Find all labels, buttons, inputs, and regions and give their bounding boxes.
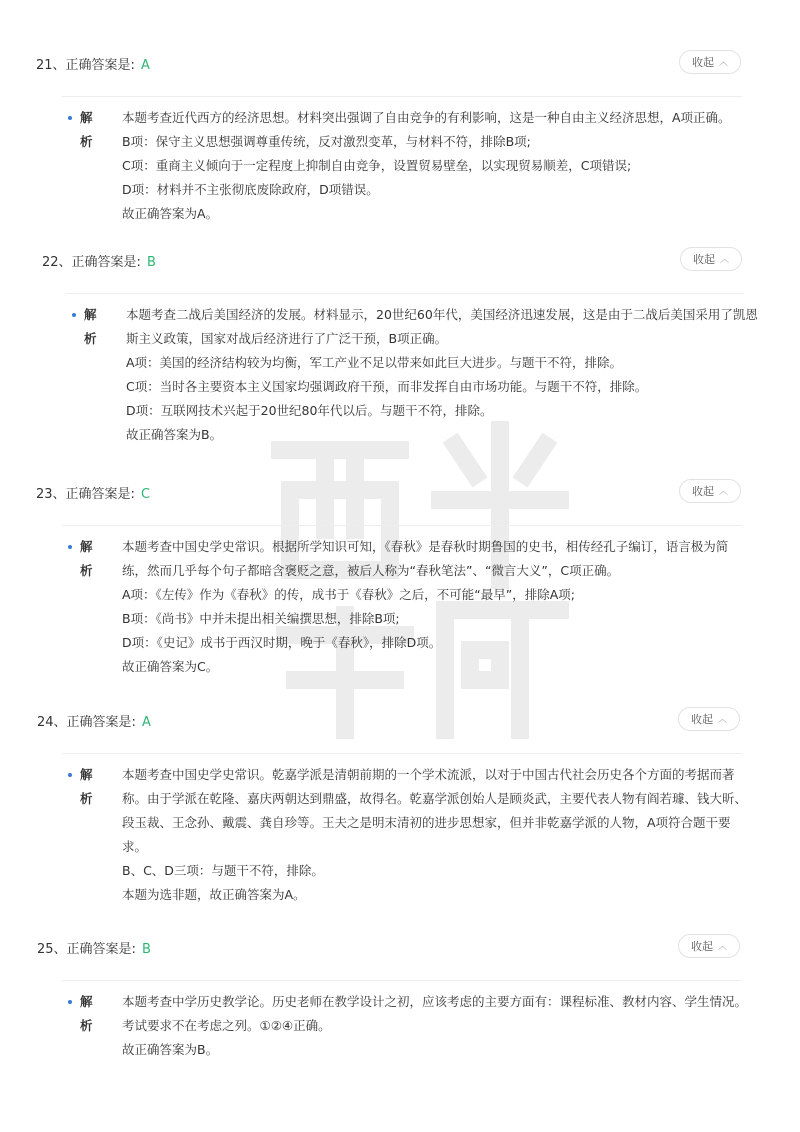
divider (62, 525, 742, 526)
collapse-button[interactable]: 收起 ︿ (680, 247, 742, 271)
chevron-up-icon: ︿ (718, 57, 728, 68)
divider (66, 293, 744, 294)
correct-answer: C (140, 487, 151, 502)
bullet-icon (68, 116, 72, 120)
divider (62, 753, 742, 754)
analysis-body: 本题考查中学历史教学论。历史老师在教学设计之初，应该考虑的主要方面有：课程标准、教材内容、学生情况。 考试要求不在考虑之列。①②④正确。 故正确答案为B。 (122, 994, 748, 1057)
collapse-button[interactable]: 收起 ︿ (679, 479, 741, 503)
bullet-icon (68, 773, 72, 777)
question-number: 25、正确答案是: B (37, 942, 151, 957)
analysis-body: 本题考查近代西方的经济思想。材料突出强调了自由竞争的有利影响，这是一种自由主义经济思想，A项正确。 B项：保守主义思想强调尊重传统，反对激烈变革，与材料不符，排除B项; C项：重商主义倾向于一定程度上抑制自由竞争，设置贸易壁垒，以实现贸易顺差，C项错误; D项：材料并不主张彻底废除政府，D项错误。 故正确答案为A。 (122, 110, 731, 221)
collapse-button[interactable]: 收起 ︿ (678, 707, 740, 731)
collapse-button[interactable]: 收起 ︿ (679, 50, 741, 74)
analysis-label: 解析 (80, 994, 93, 1033)
divider (62, 980, 742, 981)
bullet-icon (68, 1000, 72, 1004)
chevron-up-icon: ︿ (718, 486, 728, 497)
question-number: 23、正确答案是: C (36, 487, 151, 502)
chevron-up-icon: ︿ (719, 254, 729, 265)
correct-answer: A (141, 715, 151, 730)
chevron-up-icon: ︿ (717, 714, 727, 725)
question-number: 22、正确答案是: B (42, 255, 156, 270)
chevron-up-icon: ︿ (717, 941, 727, 952)
question-21 (0, 50, 800, 221)
bullet-icon (68, 545, 72, 549)
analysis-body: 本题考查二战后美国经济的发展。材料显示，20世纪60年代，美国经济迅速发展，这是由于二战后美国采用了凯恩 斯主义政策，国家对战后经济进行了广泛干预，B项正确。 A项：美国的经济结构较为均衡，军工产业不足以带来如此巨大进步。与题干不符，排除。 C项：当时各主要资本主义国家均强调政府干预，而非发挥自由市场功能。与题干不符，排除。 D项：互联网技术兴起于20世纪80年代以后。与题干不符，排除。 故正确答案为B。 (126, 307, 758, 442)
analysis-label: 解析 (80, 110, 93, 149)
question-number: 21、正确答案是: A (36, 58, 150, 73)
bullet-icon (72, 313, 76, 317)
analysis-label: 解析 (84, 307, 97, 346)
analysis-label: 解析 (80, 539, 93, 578)
correct-answer: A (140, 58, 150, 73)
question-number: 24、正确答案是: A (37, 715, 151, 730)
analysis-body: 本题考查中国史学史常识。乾嘉学派是清朝前期的一个学术流派，以对于中国古代社会历史各个方面的考据而著 称。由于学派在乾隆、嘉庆两朝达到鼎盛，故得名。乾嘉学派创始人是顾炎武，主要代表人物有阎若璩、钱大昕、 段玉裁、王念孙、戴震、龚自珍等。王夫之是明末清初的进步思想家，但并非乾嘉学派的人物，A项符合题干要 求。 B、C、D三项：与题干不符，排除。 本题为选非题，故正确答案为A。 (122, 767, 748, 902)
question-24 (0, 707, 800, 902)
correct-answer: B (141, 942, 151, 957)
question-22 (0, 247, 800, 442)
correct-answer: B (146, 255, 156, 270)
analysis-label: 解析 (80, 767, 93, 806)
divider (62, 96, 742, 97)
collapse-button[interactable]: 收起 ︿ (678, 934, 740, 958)
question-25 (0, 934, 800, 1057)
question-23 (0, 479, 800, 674)
analysis-body: 本题考查中国史学史常识。根据所学知识可知，《春秋》是春秋时期鲁国的史书，相传经孔子编订，语言极为简 练，然而几乎每个句子都暗含褒贬之意，被后人称为“春秋笔法”、“微言大义”，C项正确。 A项：《左传》作为《春秋》的传，成书于《春秋》之后，不可能“最早”，排除A项; B项：《尚书》中并未提出相关编撰思想，排除B项; D项：《史记》成书于西汉时期，晚于《春秋》，排除D项。 故正确答案为C。 (122, 539, 729, 674)
